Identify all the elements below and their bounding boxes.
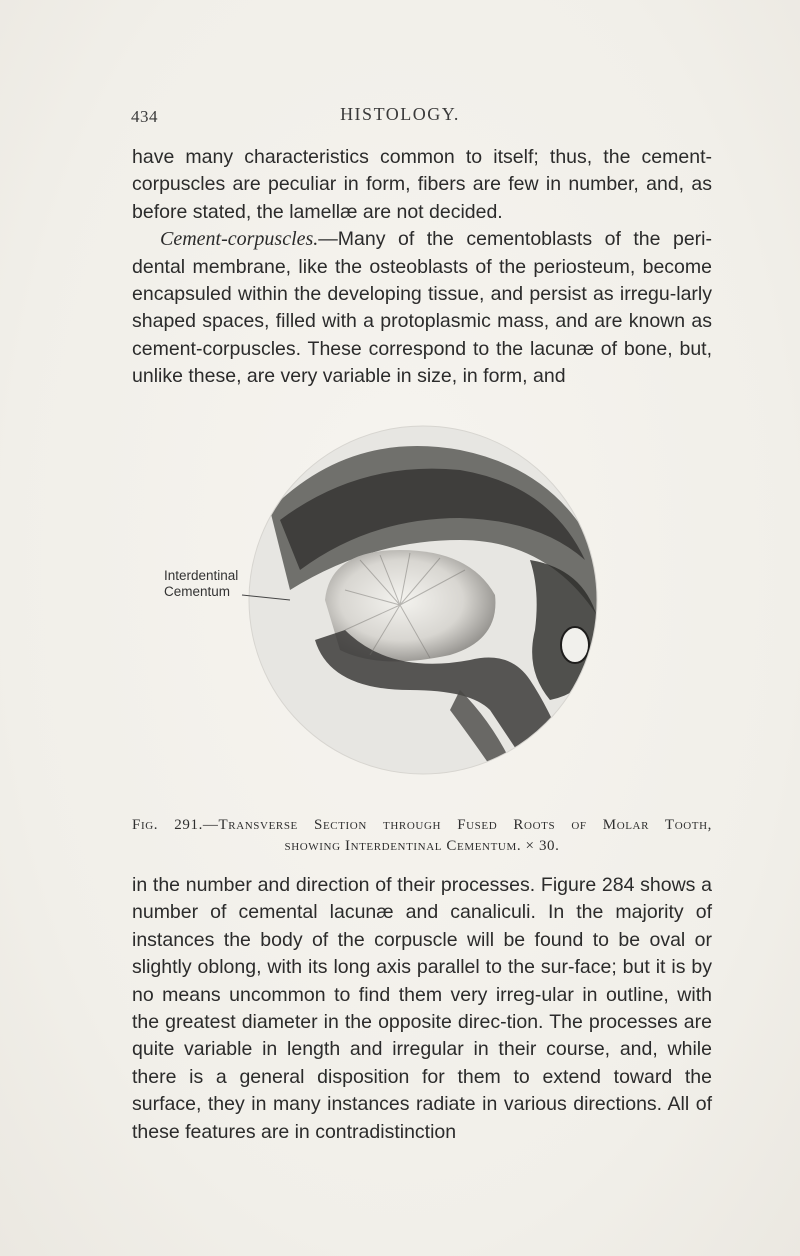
figure-caption (132, 815, 712, 857)
paragraph-continuation: have many characteristics common to itself; thus, the cement-corpuscles are peculiar in form, fibers are few in number, and, as before stated, the lamellæ are not decided. (132, 146, 712, 223)
section-heading: Cement-corpuscles. (160, 228, 319, 251)
paragraph-text: —Many of the cementoblasts of the peri-dental membrane, like the osteoblasts of the periosteum, become encapsuled within the developing tissue, and persist as irregu-larly shaped spaces, filled with a protoplasmic mass, and are known as cement-corpuscles. These correspond to the lacunæ of bone, but, unlike these, are very variable in size, in form, and (132, 228, 712, 388)
caption-line2: showing Interdentinal Cementum. × 30. (284, 838, 560, 854)
figure-label-line2: Cementum (164, 584, 231, 599)
figure-291 (130, 390, 710, 810)
page-number: 434 (131, 107, 158, 126)
paragraph-cement-corpuscles (132, 226, 712, 390)
micrograph-image (130, 390, 710, 810)
running-head (0, 102, 800, 132)
figure-label-line1: Interdentinal (164, 568, 239, 583)
caption-line1: Fig. 291.—Transverse Section through Fused Roots of Molar Tooth, (132, 817, 712, 833)
running-title: HISTOLOGY. (340, 104, 460, 124)
paragraph-processes: in the number and direction of their processes. Figure 284 shows a number of cemental lacunæ and canaliculi. In the majority of instances the body of the corpuscle will be found to be oval or slightly oblong, with its long axis parallel to the sur-face; but it is by no means uncommon to find them very irreg-ular in outline, with the greatest diameter in the opposite direc-tion. The processes are quite variable in length and irregular in their course, and, while there is a general disposition for them to extend toward the surface, they in many instances radiate in various directions. All of these features are in contradistinction (132, 874, 712, 1143)
micrograph-field (249, 426, 600, 795)
body-text-top (132, 144, 712, 391)
figure-label-interdentinal-cementum (164, 568, 238, 600)
body-text-bottom (132, 872, 712, 1146)
